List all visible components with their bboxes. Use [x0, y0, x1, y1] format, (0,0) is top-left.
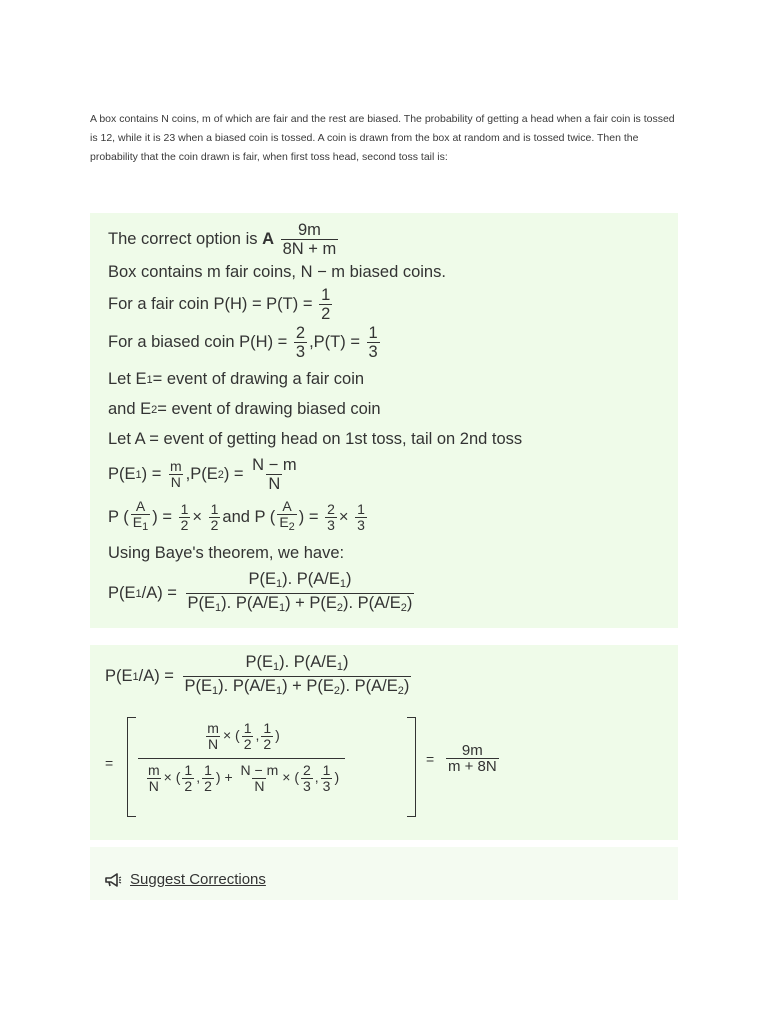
right-bracket [407, 717, 416, 817]
solution-panel-continued [90, 645, 678, 840]
event-e2-line: and E 2 = event of drawing biased coin [108, 400, 381, 418]
event-e1-line: Let E 1 = event of drawing a fair coin [108, 370, 365, 388]
substitution-fraction: $\frac{m}{N}$ × ( $\frac{1}{2}$ , $\frac{1}{2}$ ) $\frac{m}{N}$ × ( $\frac{1}{2}$ , $\frac{1}{2}$ ) + $\frac{N - m}{N}$ × ( $\frac{2}{3}$ , $\frac{1}{3}$ ) [138, 721, 345, 794]
correct-option-line [108, 221, 340, 258]
event-a-line: Let A = event of getting head on 1st toss, tail on 2nd toss [108, 430, 523, 448]
left-bracket [127, 717, 136, 817]
question-text: A box contains N coins, m of which are fair and the rest are biased. The probability of getting a head when a fair coin is tossed is 12, while it is 23 when a biased coin is tossed. A coin is drawn from the box at random and is tossed twice. Then the probability that the coin drawn is fair, when first toss head, second toss tail is: [90, 113, 675, 163]
priors-line: P(E 1 ) = $\frac{m}{N}$ ,P(E 2 ) = $\frac{N - m}{N}$ [108, 456, 297, 493]
bayes-line: Using Baye's theorem, we have: [108, 544, 345, 562]
biased-coin-line: For a biased coin P(H) = $\frac{2}{3}$ ,P(T) = $\frac{1}{3}$ [108, 324, 378, 361]
bayes-formula-1: P(E 1 /A) = $\frac{P(E_1). P(A/E_1)}{P(E_1). P(A/E_1) + P(E_2). P(A/E_2)}$ [108, 570, 416, 617]
suggest-panel [90, 847, 678, 900]
likelihood-line: P ( $\frac{A}{E_1}$ ) = $\frac{1}{2}$ × $\frac{1}{2}$ and P ( $\frac{A}{E_2}$ ) = $\frac{2}{3}$ × $\frac{1}{3}$ [108, 498, 365, 533]
correct-option-prefix: The correct option is [108, 230, 258, 248]
correct-option-letter: A [262, 230, 274, 248]
suggest-corrections-label: Suggest Corrections [130, 871, 266, 888]
final-result: = $\frac{9m}{m + 8N}$ [426, 742, 497, 775]
fair-coin-line: For a fair coin P(H) = P(T) = $\frac{1}{2}$ [108, 286, 331, 323]
equals-sign: = [105, 755, 114, 771]
answer-fraction: $\frac{9m}{8N + m}$ [282, 221, 337, 258]
suggest-corrections-link[interactable] [104, 871, 266, 888]
box-line: Box contains m fair coins, N − m biased coins. [108, 263, 446, 281]
bayes-formula-2: P(E 1 /A) = $\frac{P(E_1). P(A/E_1)}{P(E_1). P(A/E_1) + P(E_2). P(A/E_2)}$ [105, 653, 413, 700]
solution-panel [90, 213, 678, 628]
megaphone-icon [104, 872, 122, 888]
